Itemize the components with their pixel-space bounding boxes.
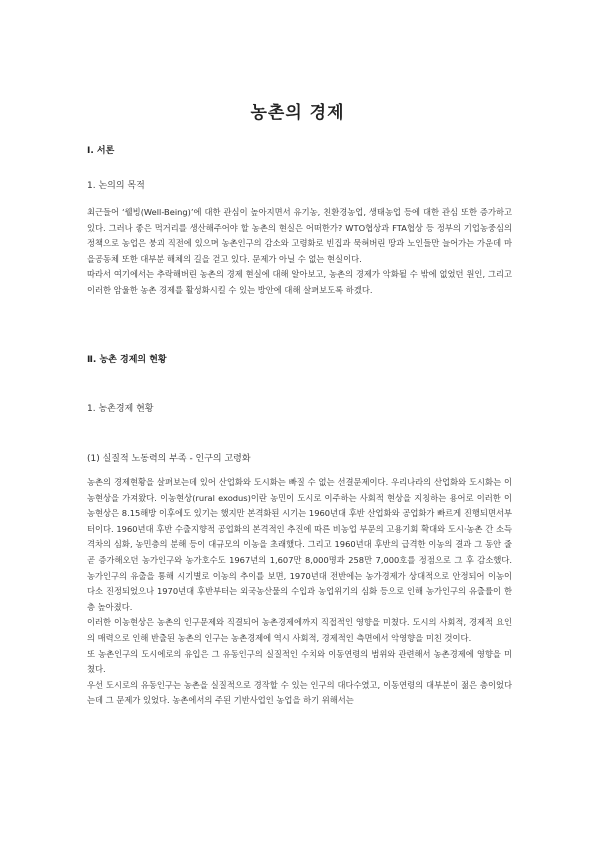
subsubsection-heading-labor: (1) 실질적 노동력의 부족 - 인구의 고령화 (87, 454, 251, 464)
paragraph: 이러한 이농현상은 농촌의 인구문제와 직결되어 농촌경제에까지 직접적인 영향을 미쳤다. 도시의 사회적, 경제적 요인의 매력으로 인해 반출된 농촌의 인구는 농촌경제에 역시 사회적, 경제적인 측면에서 악영향을 미친 것이다. (87, 617, 512, 643)
paragraph: 따라서 여기에서는 추락해버린 농촌의 경제 현실에 대해 알아보고, 농촌의 경제가 악화될 수 밖에 없었던 원인, 그리고 이러한 암울한 농촌 경제를 활성화시킬 수 있는 방안에 대해 살펴보도록 하겠다. (87, 269, 512, 295)
paragraph: 또 농촌인구의 도시에로의 유입은 그 유동인구의 실질적인 수치와 이동연령의 범위와 관련해서 농촌경제에 영향을 미쳤다. (87, 648, 512, 675)
section-heading-status: Ⅱ. 농촌 경제의 현황 (87, 355, 167, 365)
status-body (87, 475, 512, 709)
section-heading-intro: Ⅰ. 서론 (87, 146, 115, 156)
paragraph: 우선 도시로의 유동인구는 농촌을 실질적으로 경작할 수 있는 인구의 대다수였고, 이동연령의 대부분이 젊은 층이었다는데 그 문제가 있었다. 농촌에서의 주된 기반사업인 농업을 하기 위해서는 (87, 679, 512, 706)
intro-body (87, 205, 512, 299)
subsection-heading-purpose: 1. 논의의 목적 (87, 181, 145, 191)
subsection-heading-status: 1. 농촌경제 현황 (87, 404, 154, 414)
paragraph: 최근들어 ‘웰빙(Well-Being)’에 대한 관심이 높아지면서 유기농, 친환경농업, 생태농업 등에 대한 관심 또한 증가하고 있다. 그러나 좋은 먹거리를 생산해주어야 할 농촌의 현실은 어떠한가? WTO협상과 FTA협상 등 정부의 기업농중심의 정책으로 농업은 붕괴 직전에 있으며 농촌인구의 감소와 고령화로 빈집과 묵혀버린 땅과 노인들만 늘어가는 가운데 마을공동체 또한 대부분 해체의 길을 걷고 있다. 문제가 아닐 수 없는 현실이다. (87, 207, 512, 264)
paragraph: 농촌의 경제현황을 살펴보는데 있어 산업화와 도시화는 빠질 수 없는 선결문제이다. 우리나라의 산업화와 도시화는 이농현상을 가져왔다. 이농현상(rural exodus)이란 농민이 도시로 이주하는 사회적 현상을 지칭하는 용어로 이러한 이농현상은 8.15해방 이후에도 있기는 했지만 본격화된 시기는 1960년대 후반 산업화와 공업화가 빠르게 진행되면서부터이다. 1960년대 후반 수출지향적 공업화의 본격적인 추진에 따른 비농업 부문의 고용기회 확대와 도시·농촌 간 소득격차의 심화, 농민층의 분해 등이 대규모의 이농을 초래했다. 그리고 1960년대 후반의 급격한 이농의 결과 그 동안 줄곧 증가해오던 농가인구와 농가호수도 1967년의 1,607만 8,000명과 258만 7,000호를 정점으로 그 후 감소했다. 농가인구의 유출을 통해 시기별로 이농의 추이를 보면, 1970년대 전반에는 농가경제가 상대적으로 안정되어 이농이 다소 진정되었으나 1970년대 후반부터는 외국농산물의 수입과 농업위기의 심화 등으로 인해 농가인구의 유출률이 한층 높아졌다. (87, 477, 512, 612)
document-title: 농촌의 경제 (250, 103, 345, 123)
